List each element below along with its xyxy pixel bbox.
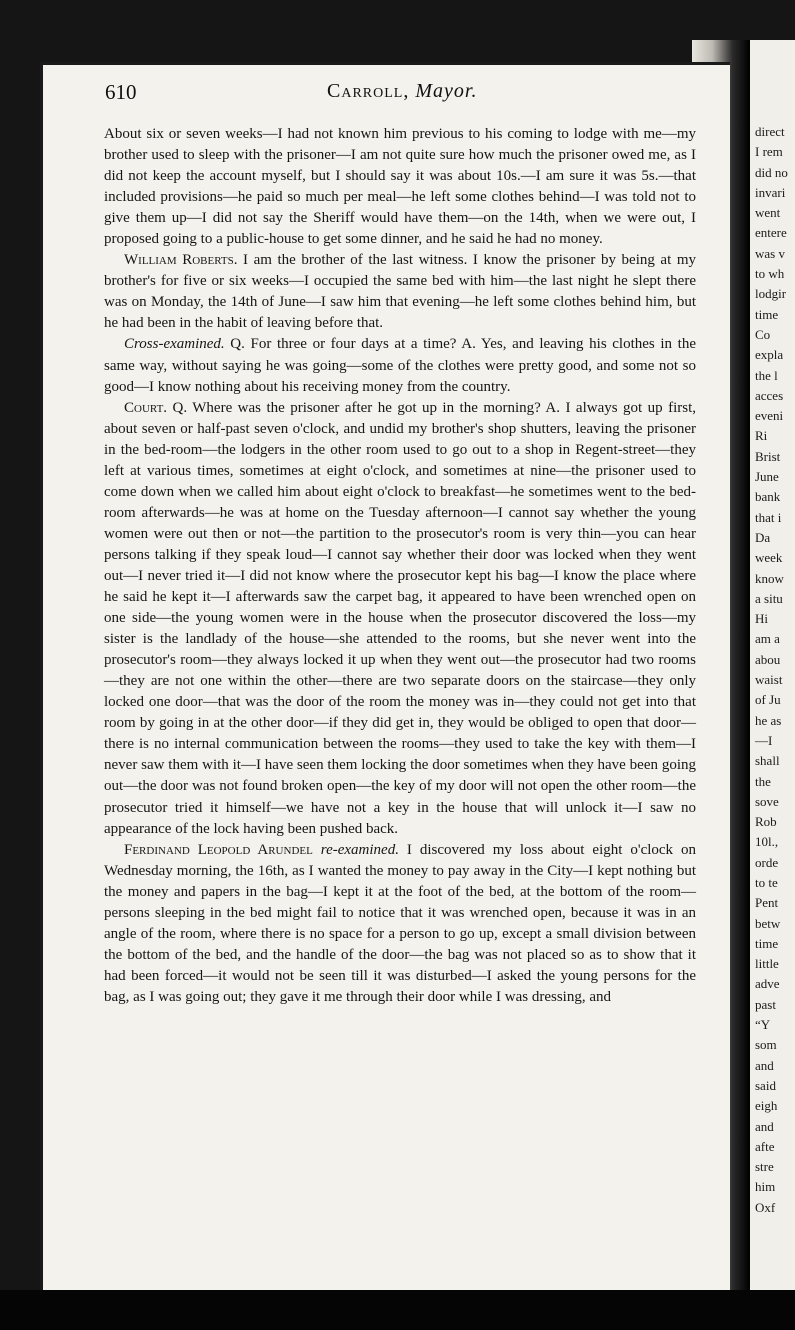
running-title-name: Carroll,	[327, 80, 410, 102]
facing-page-line: expla	[755, 347, 784, 363]
facing-page-line: —I	[755, 732, 773, 748]
running-title-role: Mayor.	[415, 80, 478, 102]
facing-page-line: of Ju	[755, 692, 781, 708]
facing-page-line: lodgir	[755, 286, 787, 302]
paragraph-1	[104, 124, 696, 250]
speaker-name: Ferdinand Leopold Arundel	[124, 841, 313, 858]
facing-page-line: him	[755, 1179, 776, 1195]
facing-page-line: Da	[755, 529, 771, 545]
facing-page-line: 10l.,	[755, 834, 779, 850]
facing-page-line: waist	[755, 672, 783, 688]
facing-page-line: som	[755, 1037, 777, 1053]
facing-page-line: time	[755, 935, 779, 951]
facing-page-line: and	[755, 1057, 774, 1073]
body-text	[104, 124, 696, 1008]
facing-page-fragments	[745, 40, 795, 1218]
facing-page-line: the	[755, 773, 771, 789]
facing-page-line: betw	[755, 915, 781, 931]
facing-page-line: I rem	[755, 144, 783, 160]
facing-page-line: abou	[755, 651, 781, 667]
facing-page-line: Co	[755, 326, 771, 342]
facing-page-line: Hi	[755, 611, 768, 627]
facing-page-line: said	[755, 1077, 776, 1093]
paragraph-text: Q. Where was the prisoner after he got up in the morning? A. I always got up first, about seven or half-past seven o'clock, and undid my brother's shop shutters, leaving the prisoner in the bed-room—the lodgers in the other room used to go out to a shop in Regent-street—they left at various times, sometimes at eight o'clock, and sometimes at nine—the prisoner used to come down when we called him about eight o'clock to breakfast—he sometimes went to the bed-room afterwards—he was at home on the Tuesday afternoon—I cannot say whether the young women were out then or not—the partition to the prosecutor's room is very thin—you can hear persons talking if they speak loud—I cannot say whether their door was locked when they went out—I never tried it—I did not know where the prosecutor kept his bag—I know the place where he said he kept it—I afterwards saw the carpet bag, it appeared to have been wrenched open on one side—the young women were in the house when the prosecutor discovered the loss—my sister is the landlady of the house—she attended to the rooms, but she never went into the prosecutor's room—they always locked it up when they went out—the prosecutor had two rooms—they are not one within the other—there are two separate doors on the staircase—they only locked one door—that was the door of the room the money was in—they could not get into that room by going in at the other door—if they did get in, they would be obliged to open that door—there is no internal communication between the rooms—they used to take the key with them—I never saw them with it—I have seen them locking the door sometimes when they have been going out—the door was not found broken open—the key of my door will not open the other room—the prosecutor tried it himself—we have not a key in the house that will unlock it—I saw no appearance of the lock having been pushed back.	[104, 399, 696, 837]
facing-page-line: was v	[755, 245, 785, 261]
examination-label: Cross-examined.	[124, 336, 225, 353]
facing-page-line: entere	[755, 225, 787, 241]
facing-page-line: week	[755, 550, 783, 566]
facing-page-line: Oxf	[755, 1199, 776, 1215]
facing-page-line: little	[755, 956, 779, 972]
facing-page-line: went	[755, 205, 781, 221]
facing-page-line: bank	[755, 489, 781, 505]
facing-page-line: Brist	[755, 448, 781, 464]
facing-page-line: the l	[755, 367, 778, 383]
facing-page-line: did no	[755, 164, 788, 180]
facing-page-line: direct	[755, 124, 785, 139]
facing-page-line: sove	[755, 793, 779, 809]
facing-page-line: “Y	[755, 1017, 771, 1033]
page-number: 610	[105, 80, 137, 104]
facing-page-line: adve	[755, 976, 780, 992]
facing-page-line: to te	[755, 874, 778, 890]
facing-page-line: am a	[755, 631, 780, 647]
facing-page-line: past	[755, 996, 776, 1012]
facing-page-line: June	[755, 469, 779, 485]
paragraph-text: I am the brother of the last witness. I know the prisoner by being at my brother's for five or six weeks—I occupied the same bed with him—the last night he slept there was on Monday, the 14th of June—I saw him that evening—he left some clothes behind him, but he had been in the habit of leaving before that.	[104, 252, 696, 332]
facing-page-line: invari	[755, 184, 786, 200]
facing-page-line: eveni	[755, 408, 784, 424]
facing-page-line: a situ	[755, 590, 783, 606]
facing-page-line: to wh	[755, 266, 785, 282]
facing-page-line: Rob	[755, 814, 777, 830]
paragraph-2	[104, 250, 696, 334]
facing-page-line: and	[755, 1118, 774, 1134]
facing-page-line: shall	[755, 753, 780, 769]
facing-page-line: afte	[755, 1138, 775, 1154]
facing-page-line: time	[755, 306, 779, 322]
page-header	[105, 80, 695, 110]
facing-page-line: stre	[755, 1159, 774, 1175]
facing-page-line: Pent	[755, 895, 779, 911]
scan-bottom-edge	[0, 1290, 795, 1330]
speaker-name: William Roberts.	[124, 252, 238, 269]
paragraph-text: I discovered my loss about eight o'clock on Wednesday morning, the 16th, as I wanted the money to pay away in the City—I kept nothing but the money and papers in the bag—I kept it at the foot of the bed, at the bottom of the room—persons sleeping in the bed might fail to notice that it was wrenched open, because it was in an angle of the room, where there is no space for a person to go up, except a small division between the bottom of the bed, and the handle of the door—the bag was not placed so as to show that it had been forced—it would not be seen till it was disturbed—I asked the young persons for the bag, as I was going out; they gave it me through their door while I was dressing, and	[104, 841, 696, 1005]
facing-page-line: Ri	[755, 428, 768, 444]
facing-page-line: that i	[755, 509, 782, 525]
facing-page-line: eigh	[755, 1098, 778, 1114]
facing-page-line: know	[755, 570, 784, 586]
paragraph-text: About six or seven weeks—I had not known him previous to his coming to lodge with me—my brother used to sleep with the prisoner—I am not quite sure how much the prisoner owed me, as I did not keep the account myself, but I should say it was about 10s.—I am sure it was 5s.—that included provisions—he paid so much per meal—he left some clothes behind—I was told not to give them up—I did not say the Sheriff would have them—on the 14th, when we were out, I proposed going to a public-house to get some dinner, and he said he had no money.	[104, 126, 696, 248]
facing-page-line: he as	[755, 712, 782, 728]
running-title	[327, 80, 477, 103]
examination-label: re-examined.	[312, 841, 399, 858]
paragraph-3	[104, 334, 696, 397]
paragraph-4	[104, 398, 696, 840]
paragraph-text: Q. For three or four days at a time? A. Yes, and leaving his clothes in the same way, without saying he was going—some of the clothes were pretty good, and some not so good—I know nothing about his receiving money from the country.	[104, 336, 696, 395]
speaker-name: Court.	[124, 399, 168, 416]
facing-page-line: acces	[755, 387, 784, 403]
facing-page-line: orde	[755, 854, 779, 870]
facing-page-edge	[745, 40, 795, 1300]
paragraph-5	[104, 840, 696, 1008]
